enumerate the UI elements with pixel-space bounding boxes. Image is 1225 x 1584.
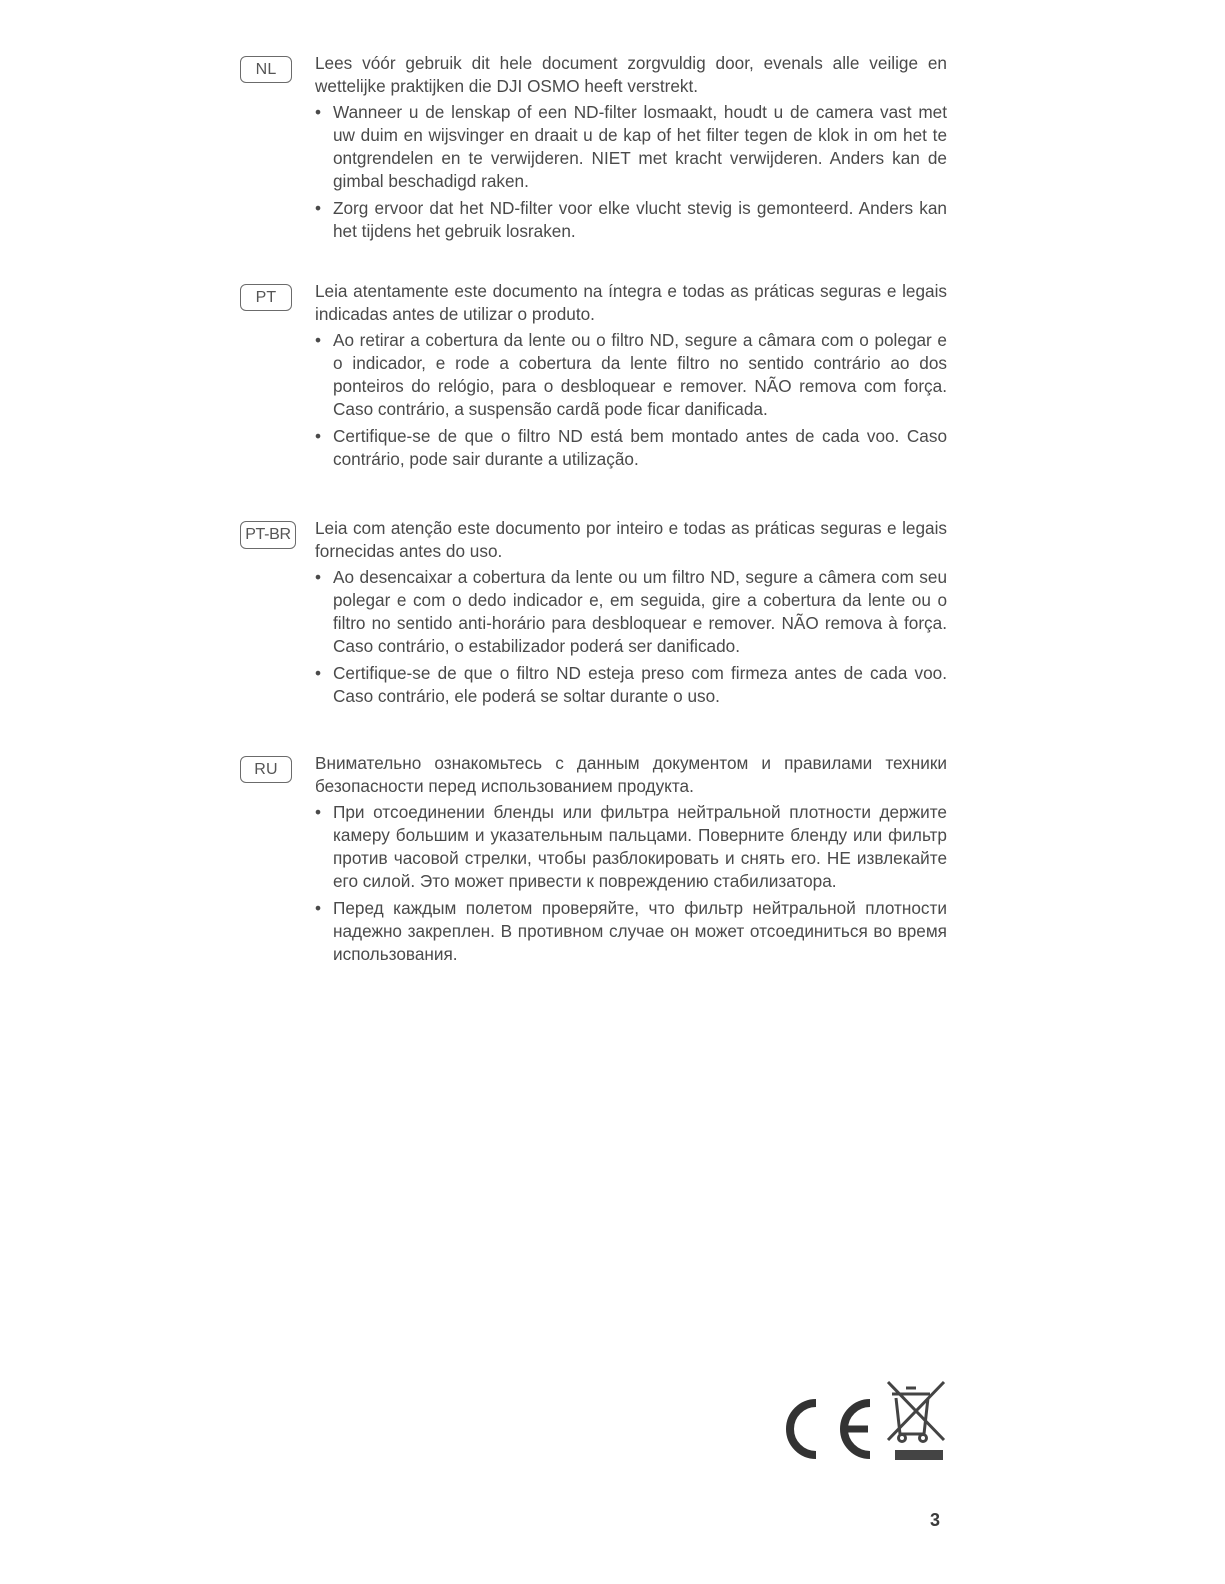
section-body-ru	[315, 752, 947, 970]
intro-paragraph-ru: Внимательно ознакомьтесь с данным документом и правилами техники безопасности перед использованием продукта.	[315, 753, 947, 796]
bullet-icon: •	[315, 567, 322, 587]
intro-paragraph-nl: Lees vóór gebruik dit hele document zorgvuldig door, evenals alle veilige en wettelijke praktijken die DJI OSMO heeft verstrekt.	[315, 53, 947, 96]
bullet-list-nl	[315, 101, 947, 243]
ce-mark-icon	[782, 1378, 952, 1468]
bullet-icon: •	[315, 898, 322, 918]
language-badge-pt-br: PT-BR	[240, 521, 296, 549]
regulatory-marks	[782, 1378, 952, 1468]
list-item: • Zorg ervoor dat het ND-filter voor elke vlucht stevig is gemonteerd. Anders kan het tijdens het gebruik losraken.	[315, 198, 947, 241]
language-badge-ru: RU	[240, 756, 292, 783]
section-body-nl	[315, 52, 947, 247]
bullet-icon: •	[315, 330, 322, 350]
list-item: • Ao retirar a cobertura da lente ou o filtro ND, segure a câmara com o polegar e o indicador, e rode a cobertura da lente filtro no sentido contrário ao dos ponteiros do relógio, para o desbloquear e remover. NÃO remova com força. Caso contrário, a suspensão cardã pode ficar danificada.	[315, 330, 947, 419]
language-badge-nl: NL	[240, 56, 292, 83]
bullet-list-pt	[315, 329, 947, 471]
bullet-icon: •	[315, 198, 322, 218]
bullet-list-pt-br	[315, 566, 947, 708]
list-item: • Certifique-se de que o filtro ND está bem montado antes de cada voo. Caso contrário, pode sair durante a utilização.	[315, 426, 947, 469]
bullet-icon: •	[315, 102, 322, 122]
list-item: • Перед каждым полетом проверяйте, что фильтр нейтральной плотности надежно закреплен. В противном случае он может отсоединиться во время использования.	[315, 898, 947, 964]
bullet-list-ru	[315, 801, 947, 966]
section-body-pt-br	[315, 517, 947, 712]
intro-paragraph-pt-br: Leia com atenção este documento por inteiro e todas as práticas seguras e legais fornecidas antes do uso.	[315, 518, 947, 561]
bullet-icon: •	[315, 426, 322, 446]
list-item: • Wanneer u de lenskap of een ND-filter losmaakt, houdt u de camera vast met uw duim en wijsvinger en draait u de kap of het filter tegen de klok in om het te ontgrendelen en te verwijderen. NIET met kracht verwijderen. Anders kan de gimbal beschadigd raken.	[315, 102, 947, 191]
section-body-pt	[315, 280, 947, 475]
language-badge-pt: PT	[240, 284, 292, 311]
list-item: • При отсоединении бленды или фильтра нейтральной плотности держите камеру большим и указательным пальцами. Поверните бленду или фильтр против часовой стрелки, чтобы разблокировать и снять его. НЕ извлекайте его силой. Это может привести к повреждению стабилизатора.	[315, 802, 947, 891]
bullet-icon: •	[315, 663, 322, 683]
list-item: • Certifique-se de que o filtro ND esteja preso com firmeza antes de cada voo. Caso contrário, ele poderá se soltar durante o uso.	[315, 663, 947, 706]
page-number: 3	[930, 1510, 941, 1530]
weee-bar	[895, 1450, 943, 1460]
list-item: • Ao desencaixar a cobertura da lente ou um filtro ND, segure a câmera com seu polegar e com o dedo indicador e, em seguida, gire a cobertura da lente ou o filtro no sentido anti-horário para desbloquear e remover. NÃO remova à força. Caso contrário, o estabilizador poderá ser danificado.	[315, 567, 947, 656]
intro-paragraph-pt: Leia atentamente este documento na íntegra e todas as práticas seguras e legais indicadas antes de utilizar o produto.	[315, 281, 947, 324]
bullet-icon: •	[315, 802, 322, 822]
crossed-out-wheelie-bin-icon	[888, 1382, 944, 1442]
